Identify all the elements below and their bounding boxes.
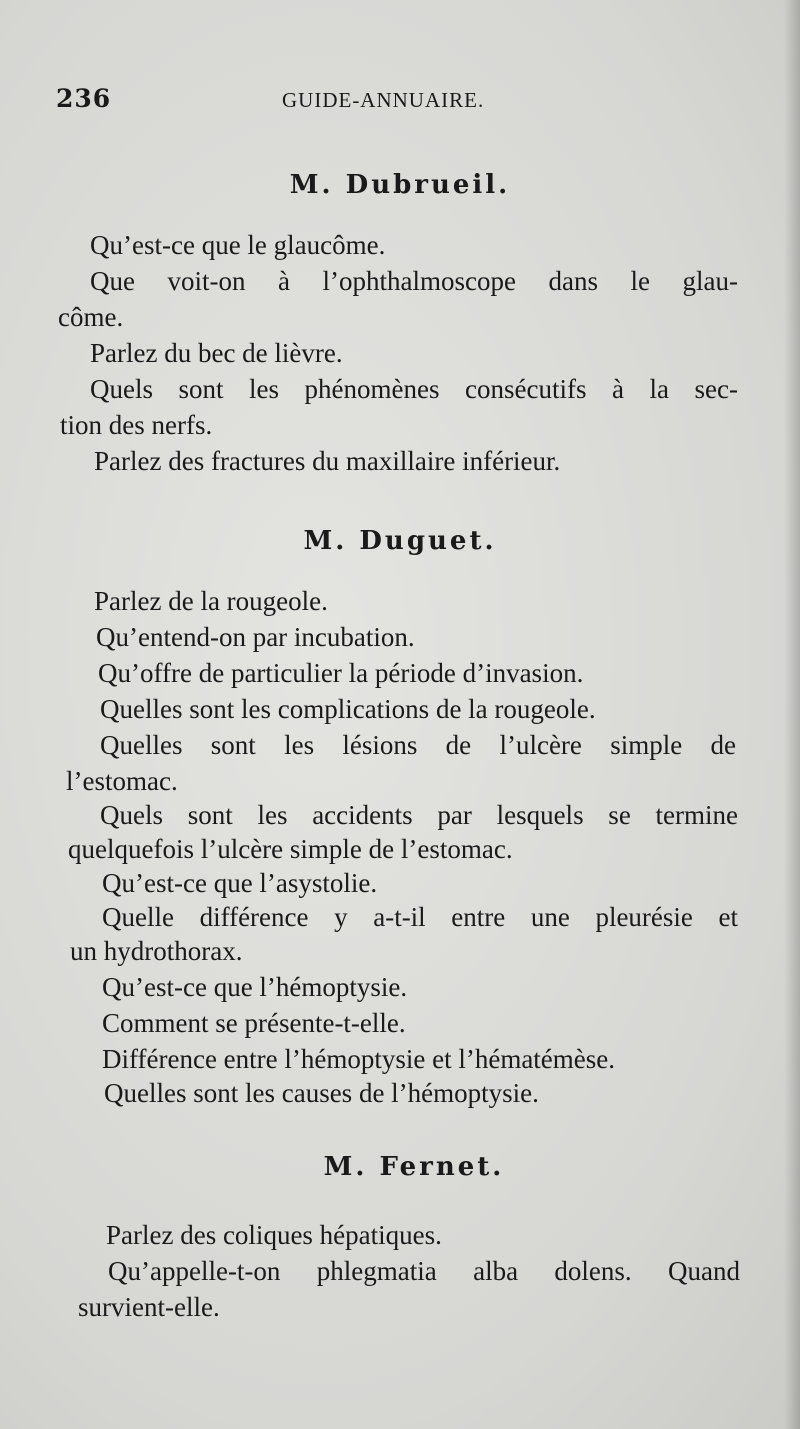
question-line: Parlez de la rougeole. [94, 586, 328, 616]
question-line: Qu’est-ce que le glaucôme. [90, 230, 386, 260]
question-line: Différence entre l’hémoptysie et l’hématémèse. [102, 1044, 616, 1074]
question-line-continuation: survient-elle. [78, 1292, 220, 1322]
running-title: GUIDE-ANNUAIRE. [282, 88, 485, 112]
question-line: Qu’appelle-t-on phlegmatia alba dolens. Quand [108, 1256, 740, 1286]
question-line-continuation: tion des nerfs. [60, 410, 213, 440]
question-line-continuation: un hydrothorax. [70, 936, 243, 966]
section-heading-dubrueil: M. Dubrueil. [289, 170, 511, 200]
section-heading-duguet: M. Duguet. [303, 526, 497, 556]
question-line: Qu’offre de particulier la période d’invasion. [98, 658, 584, 688]
question-line: Qu’est-ce que l’hémoptysie. [102, 972, 408, 1002]
question-line: Quelles sont les lésions de l’ulcère simple de [100, 730, 736, 760]
question-line: Quels sont les phénomènes consécutifs à la sec- [90, 374, 738, 404]
question-line-continuation: côme. [58, 302, 124, 332]
question-line: Qu’est-ce que l’asystolie. [102, 868, 378, 898]
question-line: Qu’entend-on par incubation. [96, 622, 415, 652]
question-line: Que voit-on à l’ophthalmoscope dans le glau- [90, 266, 738, 296]
question-line: Parlez du bec de lièvre. [90, 338, 343, 368]
question-line: Parlez des coliques hépatiques. [106, 1220, 442, 1250]
section-heading-fernet: M. Fernet. [323, 1152, 505, 1182]
question-line-continuation: quelquefois l’ulcère simple de l’estomac. [68, 834, 513, 864]
question-line: Quels sont les accidents par lesquels se termine [100, 800, 738, 830]
question-line: Quelles sont les causes de l’hémoptysie. [104, 1078, 539, 1108]
question-line: Comment se présente-t-elle. [102, 1008, 406, 1038]
question-line: Parlez des fractures du maxillaire inférieur. [94, 446, 561, 476]
question-line: Quelle différence y a-t-il entre une pleurésie et [102, 902, 738, 932]
page-number: 236 [56, 84, 112, 113]
question-line: Quelles sont les complications de la rougeole. [100, 694, 596, 724]
page-edge-shadow [784, 0, 800, 1429]
question-line-continuation: l’estomac. [66, 766, 178, 796]
page-header [56, 84, 746, 120]
